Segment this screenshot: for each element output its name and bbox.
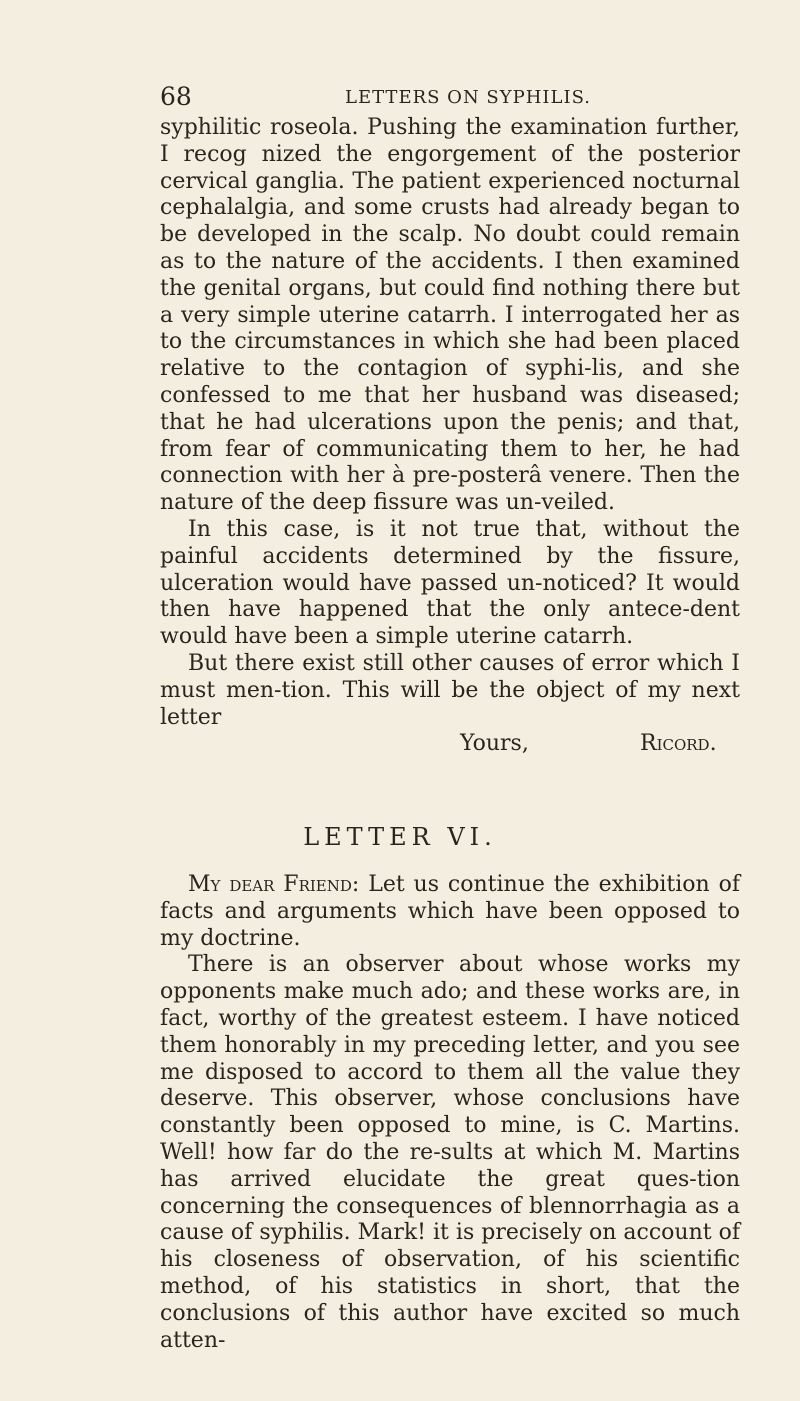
signature-line <box>160 731 740 758</box>
letter-v-ending <box>160 115 740 758</box>
page-number: 68 <box>160 82 192 111</box>
salutation: My dear Friend: <box>188 872 360 897</box>
body-paragraph: There is an observer about whose works my opponents make much ado; and these works are, in fact, worthy of the greatest esteem. I have noticed them honorably in my preceding letter, and you see me disposed to accord to them all the value they deserve. This observer, whose conclusions have constantly been opposed to mine, is C. Martins. Well! how far do the re-sults at which M. Martins has arrived elucidate the great ques-tion concerning the consequences of blennorrhagia as a cause of syphilis. Mark! it is precisely on account of his closeness of observation, of his scientific method, of his statistics in short, that the conclusions of this author have excited so much atten- <box>160 952 740 1353</box>
page-header <box>160 82 800 112</box>
letter-title: LETTER VI. <box>303 823 497 851</box>
body-paragraph: In this case, is it not true that, without the painful accidents determined by the fissure, ulceration would have passed un-noticed? It would then have happened that the only antece-dent would have been a simple uterine catarrh. <box>160 516 740 650</box>
running-title: LETTERS ON SYPHILIS. <box>345 87 592 108</box>
letter-vi-body <box>160 872 740 1354</box>
paragraph-text: Let us continue the exhibition of facts and arguments which have been opposed to my doctrine. <box>160 872 740 951</box>
body-paragraph <box>160 872 740 952</box>
signature-name: Ricord. <box>640 731 717 757</box>
body-paragraph: But there exist still other causes of error which I must men-tion. This will be the object of my next letter <box>160 650 740 730</box>
closing-yours: Yours, <box>460 731 529 757</box>
body-paragraph: syphilitic roseola. Pushing the examination further, I recog nized the engorgement of the posterior cervical ganglia. The patient experienced nocturnal cephalalgia, and some crusts had already began to be developed in the scalp. No doubt could remain as to the nature of the accidents. I then examined the genital organs, but could find nothing there but a very simple uterine catarrh. I interrogated her as to the circumstances in which she had been placed relative to the contagion of syphi-lis, and she confessed to me that her husband was diseased; that he had ulcerations upon the penis; and that, from fear of communicating them to her, he had connection with her à pre-posterâ venere. Then the nature of the deep fissure was un-veiled. <box>160 115 740 516</box>
